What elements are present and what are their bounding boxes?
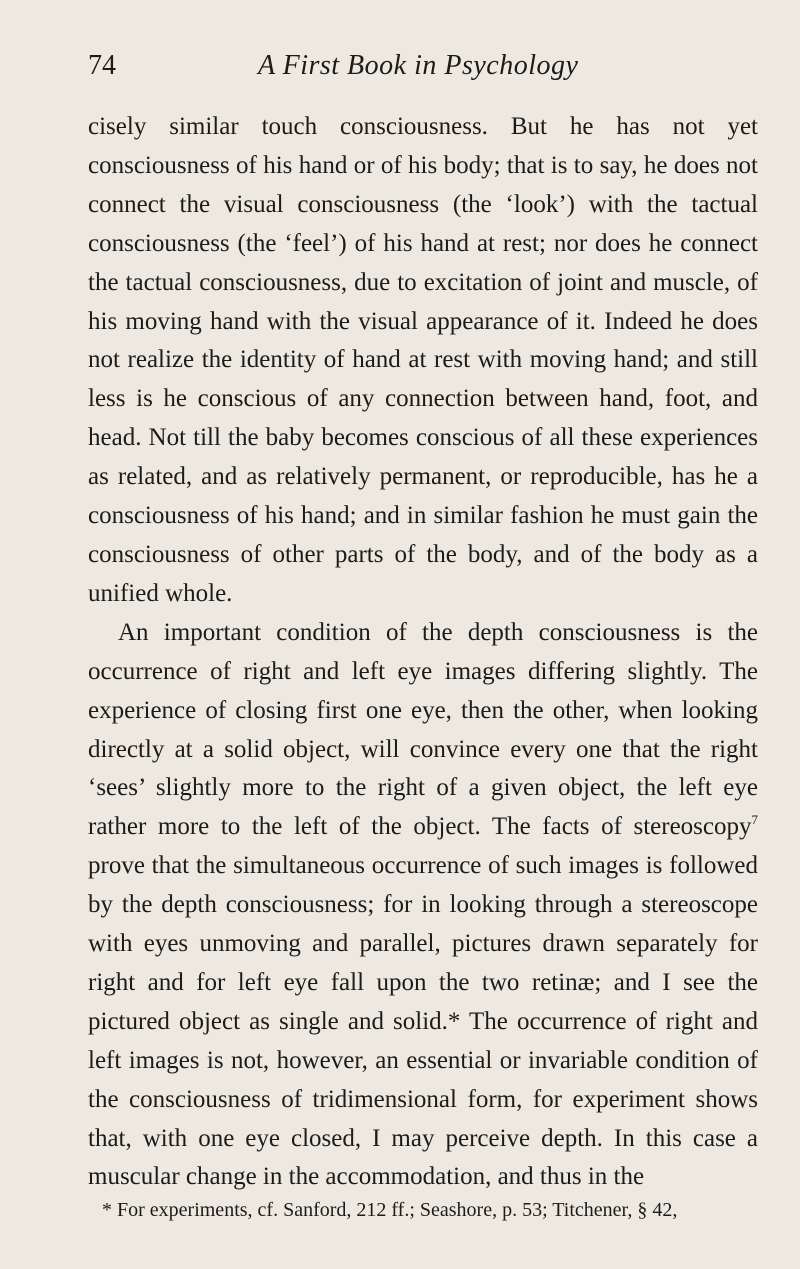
paragraph-text-after-note: prove that the simultaneous occurrence of such images is followed by the depth consciousness; for in looking through a stereoscope with eyes unmoving and parallel, pictures drawn separately for right and for left eye fall upon the two retinæ; and I see the pictured object as single and solid.* The occurrence of right and left images is not, however, an essential or invariable condition of the consciousness of tridimensional form, for experiment shows that, with one eye closed, I may perceive depth. In this case a muscular change in the accommodation, and thus in the bbox=[88, 852, 758, 1191]
running-title: A First Book in Psychology bbox=[258, 50, 579, 81]
paragraph-text-before-note: An important condition of the depth consciousness is the occurrence of right and left eye images differing slightly. The experience of closing first one eye, then the other, when looking directly at a solid object, will convince every one that the right ‘sees’ slightly more to the right of a given object, the left eye rather more to the left of the object. The facts of stereoscopy bbox=[88, 618, 758, 841]
note-reference: 7 bbox=[751, 812, 758, 828]
paragraph-continued: cisely similar touch consciousness. But he has not yet consciousness of his hand or of his body; that is to say, he does not connect the visual consciousness (the ‘look’) with the tactual consciousness (the ‘feel’) of his hand at rest; nor does he connect the tactual consciousness, due to excitation of joint and muscle, of his moving hand with the visual appearance of it. Indeed he does not realize the identity of hand at rest with moving hand; and still less is he conscious of any connection between hand, foot, and head. Not till the baby becomes conscious of all these experiences as related, and as relatively permanent, or reproducible, has he a consciousness of his hand; and in similar fashion he must gain the consciousness of other parts of the body, and of the body as a unified whole. bbox=[88, 113, 758, 607]
body-text bbox=[88, 108, 758, 1197]
footnote: * For experiments, cf. Sanford, 212 ff.; Seashore, p. 53; Titchener, § 42, bbox=[102, 1199, 678, 1221]
page-number: 74 bbox=[88, 50, 116, 81]
paragraph-depth-consciousness bbox=[88, 614, 758, 1198]
page-header bbox=[88, 50, 758, 90]
